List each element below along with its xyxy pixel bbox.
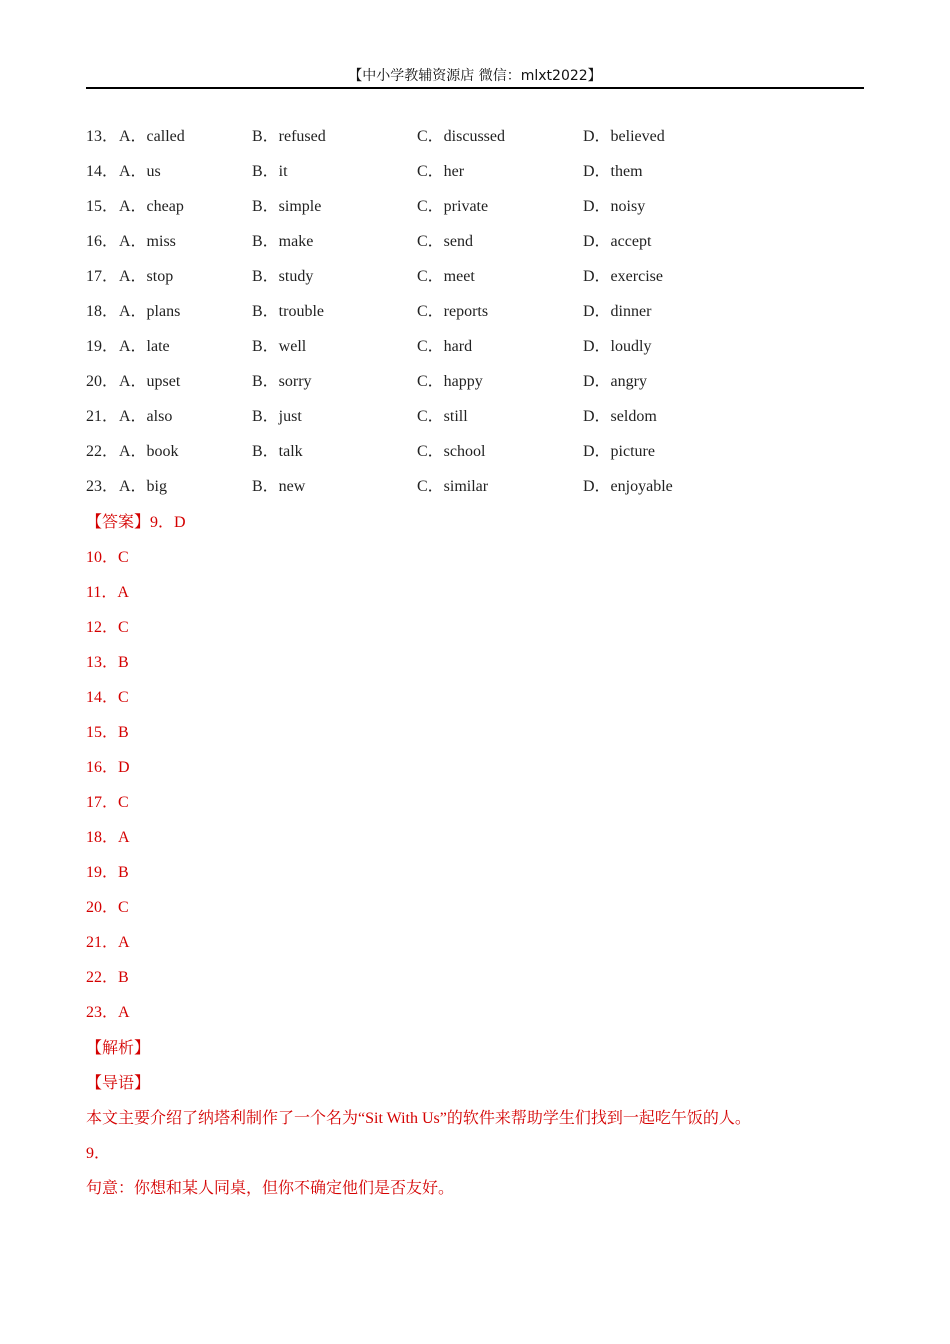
page-header: 【中小学教辅资源店 微信：mlxt2022】	[348, 68, 602, 84]
option-a: A．book	[119, 443, 179, 460]
option-d: D．dinner	[583, 303, 652, 320]
option-c: C．reports	[417, 303, 489, 320]
answer-item: 12．C	[86, 619, 129, 636]
option-a: A．miss	[119, 233, 176, 250]
option-a: A．cheap	[119, 198, 184, 215]
answer-item: 20．C	[86, 899, 129, 916]
question-row	[86, 300, 846, 324]
question-number: 23．	[86, 478, 119, 495]
question-9-label: 9．	[86, 1145, 111, 1162]
option-c: C．happy	[417, 373, 483, 390]
option-d: D．picture	[583, 443, 655, 460]
guide-heading: 【导语】	[86, 1075, 151, 1092]
answer-item: 14．C	[86, 689, 129, 706]
question-number: 13．	[86, 128, 119, 145]
option-c: C．still	[417, 408, 468, 425]
question-number: 15．	[86, 198, 119, 215]
option-a: A．late	[119, 338, 170, 355]
option-c: C．similar	[417, 478, 489, 495]
answer-item: 18．A	[86, 829, 130, 846]
option-a: A．upset	[119, 373, 181, 390]
answer-item: 19．B	[86, 864, 129, 881]
question-number: 14．	[86, 163, 119, 180]
option-c: C．discussed	[417, 128, 506, 145]
question-row	[86, 265, 846, 289]
header-rule	[86, 87, 864, 89]
option-c: C．hard	[417, 338, 473, 355]
question-number: 20．	[86, 373, 119, 390]
option-a: A．us	[119, 163, 161, 180]
question-number: 19．	[86, 338, 119, 355]
option-c: C．school	[417, 443, 486, 460]
question-row	[86, 160, 846, 184]
option-d: D．seldom	[583, 408, 657, 425]
option-a: A．stop	[119, 268, 174, 285]
question-number: 16．	[86, 233, 119, 250]
option-d: D．noisy	[583, 198, 646, 215]
question-number: 18．	[86, 303, 119, 320]
answer-item: 10．C	[86, 549, 129, 566]
option-c: C．private	[417, 198, 489, 215]
option-b: B．make	[252, 233, 314, 250]
option-b: B．new	[252, 478, 306, 495]
question-9-meaning: 句意：你想和某人同桌，但你不确定他们是否友好。	[86, 1180, 455, 1197]
option-a: A．plans	[119, 303, 181, 320]
question-row	[86, 195, 846, 219]
option-b: B．sorry	[252, 373, 312, 390]
option-d: D．loudly	[583, 338, 652, 355]
option-b: B．talk	[252, 443, 303, 460]
question-number: 17．	[86, 268, 119, 285]
answer-item: 15．B	[86, 724, 129, 741]
option-b: B．simple	[252, 198, 322, 215]
question-row	[86, 335, 846, 359]
option-d: D．believed	[583, 128, 665, 145]
answer-item: 16．D	[86, 759, 130, 776]
answer-item: 11．A	[86, 584, 129, 601]
question-row	[86, 230, 846, 254]
option-a: A．big	[119, 478, 168, 495]
option-c: C．her	[417, 163, 465, 180]
option-d: D．enjoyable	[583, 478, 673, 495]
option-d: D．them	[583, 163, 643, 180]
option-c: C．send	[417, 233, 474, 250]
option-d: D．accept	[583, 233, 652, 250]
option-b: B．study	[252, 268, 314, 285]
guide-text: 本文主要介绍了纳塔利制作了一个名为“Sit With Us”的软件来帮助学生们找到一起吃午饭的人。	[86, 1110, 751, 1127]
option-b: B．refused	[252, 128, 326, 145]
question-row	[86, 475, 846, 499]
option-b: B．it	[252, 163, 288, 180]
answer-item: 17．C	[86, 794, 129, 811]
question-row	[86, 125, 846, 149]
option-a: A．called	[119, 128, 185, 145]
option-b: B．well	[252, 338, 307, 355]
option-d: D．angry	[583, 373, 647, 390]
option-a: A．also	[119, 408, 173, 425]
option-b: B．trouble	[252, 303, 324, 320]
option-d: D．exercise	[583, 268, 663, 285]
question-row	[86, 405, 846, 429]
answer-item: 23．A	[86, 1004, 130, 1021]
option-b: B．just	[252, 408, 302, 425]
answer-item: 21．A	[86, 934, 130, 951]
question-number: 22．	[86, 443, 119, 460]
question-number: 21．	[86, 408, 119, 425]
analysis-heading: 【解析】	[86, 1040, 151, 1057]
answer-heading: 【答案】9．D	[86, 514, 186, 531]
answer-item: 13．B	[86, 654, 129, 671]
answer-item: 22．B	[86, 969, 129, 986]
question-row	[86, 440, 846, 464]
option-c: C．meet	[417, 268, 475, 285]
question-row	[86, 370, 846, 394]
